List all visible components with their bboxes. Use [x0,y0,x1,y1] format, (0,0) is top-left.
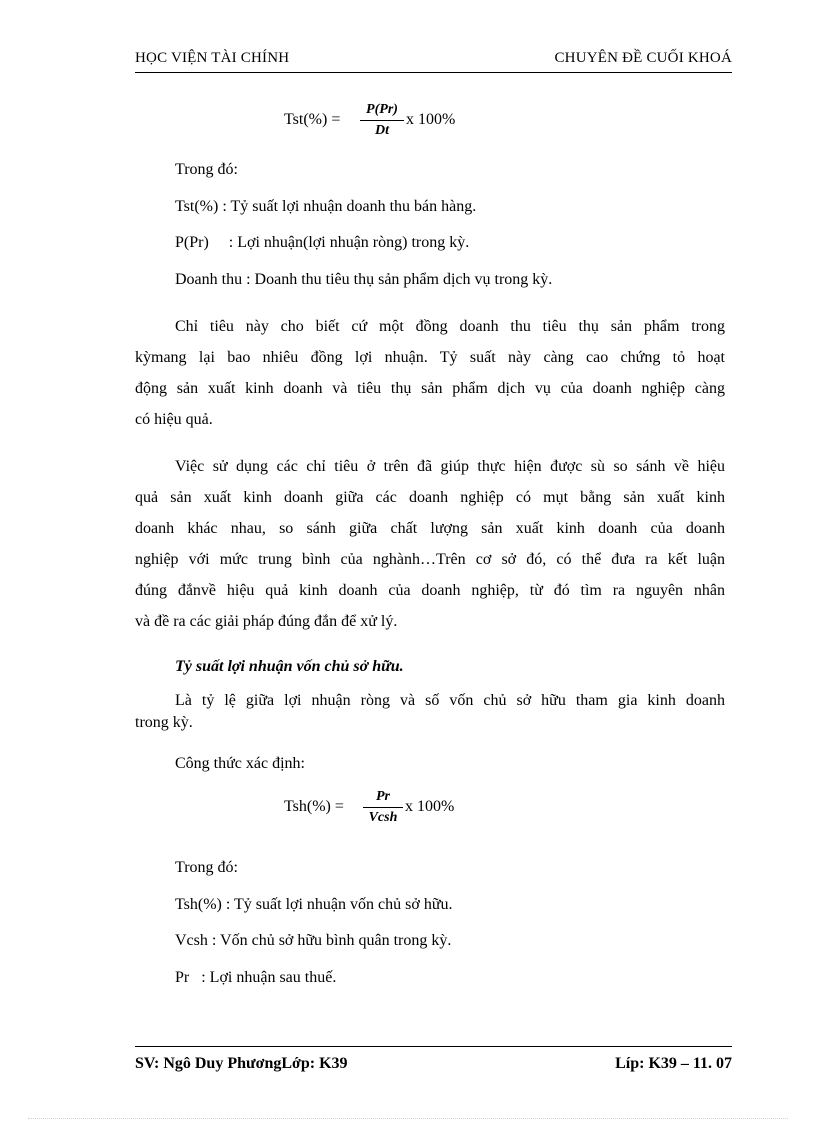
legend1-intro: Trong đó: [175,161,238,178]
formula-tst-numerator: P(Pr) [366,102,398,117]
legend1-line2 [175,233,469,253]
page-header [135,46,732,73]
paragraph-line: có hiệu quả. [135,411,213,428]
paragraph-3 [135,690,725,734]
legend1-line3: Doanh thu : Doanh thu tiêu thụ sản phẩm dịch vụ trong kỳ. [175,271,553,288]
paragraph-line: kỳmang lại bao nhiêu đồng lợi nhuận. Tỷ suất này càng cao chứng tỏ hoạt [135,349,725,366]
paragraph-line: Là tỷ lệ giữa lợi nhuận ròng và số vốn chủ sở hữu tham gia kinh doanh [175,692,725,709]
formula-tst-rhs: x 100% [406,111,456,128]
paragraph-1 [135,311,725,435]
legend2-line1: Tsh(%) : Tỷ suất lợi nhuận vốn chủ sở hữu. [175,896,453,913]
paragraph-line: Chỉ tiêu này cho biết cứ một đồng doanh thu tiêu thụ sản phẩm trong [175,318,725,335]
legend2-line3: Pr : Lợi nhuận sau thuế. [175,969,337,986]
footer-student: SV: Ngô Duy PhươngLớp: K39 [135,1055,348,1072]
paragraph-line: quả sản xuất kinh doanh giữa các doanh nghiệp có mụt bằng sản xuất kinh [135,489,725,506]
paragraph-line: trong kỳ. [135,714,193,731]
paragraph-line: doanh khác nhau, so sánh giữa chất lượng sản xuất kinh doanh của doanh [135,520,725,537]
formula-tst-lhs: Tst(%) = [284,111,341,128]
paragraph-line: và đề ra các giải pháp đúng đắn để xử lý. [135,613,398,630]
paragraph-line: đúng đắnvề hiệu quả kinh doanh của doanh nghiệp, từ đó tìm ra nguyên nhân [135,582,725,599]
formula-tsh-numerator: Pr [376,789,390,804]
footer-class: Líp: K39 – 11. 07 [615,1055,732,1072]
section-heading: Tỷ suất lợi nhuận vốn chủ sở hữu. [175,658,404,675]
header-document-type: CHUYÊN ĐỀ CUỐI KHOÁ [554,50,732,66]
paragraph-line: động sản xuất kinh doanh và tiêu thụ sản phẩm dịch vụ của doanh nghiệp càng [135,380,725,397]
formula-tst [284,100,484,144]
formula-tst-fraction [360,100,404,141]
legend1-line1: Tst(%) : Tỷ suất lợi nhuận doanh thu bán hàng. [175,198,477,215]
legend2-intro: Trong đó: [175,859,238,876]
formula-tst-denominator: Dt [375,123,389,138]
page-bottom-border [28,1118,788,1119]
legend1-line2-definition: : Lợi nhuận(lợi nhuận ròng) trong kỳ. [228,234,470,251]
formula-tsh [284,787,484,831]
formula-intro: Công thức xác định: [175,755,305,772]
formula-tsh-rhs: x 100% [405,798,455,815]
header-institution: HỌC VIỆN TÀI CHÍNH [135,50,290,66]
legend2-line2: Vcsh : Vốn chủ sở hữu bình quân trong kỳ. [175,932,452,949]
legend1-line2-term: P(Pr) [175,234,209,251]
paragraph-line: nghiệp với mức trung bình của nghành…Trên cơ sở đó, có thể đưa ra kết luận [135,551,725,568]
formula-tsh-fraction [363,787,403,828]
paragraph-2 [135,451,725,637]
formula-tsh-denominator: Vcsh [368,810,398,825]
footer-rule [135,1046,732,1047]
formula-tsh-lhs: Tsh(%) = [284,798,344,815]
paragraph-line: Việc sử dụng các chỉ tiêu ở trên đã giúp thực hiện được sù so sánh về hiệu [175,458,725,475]
